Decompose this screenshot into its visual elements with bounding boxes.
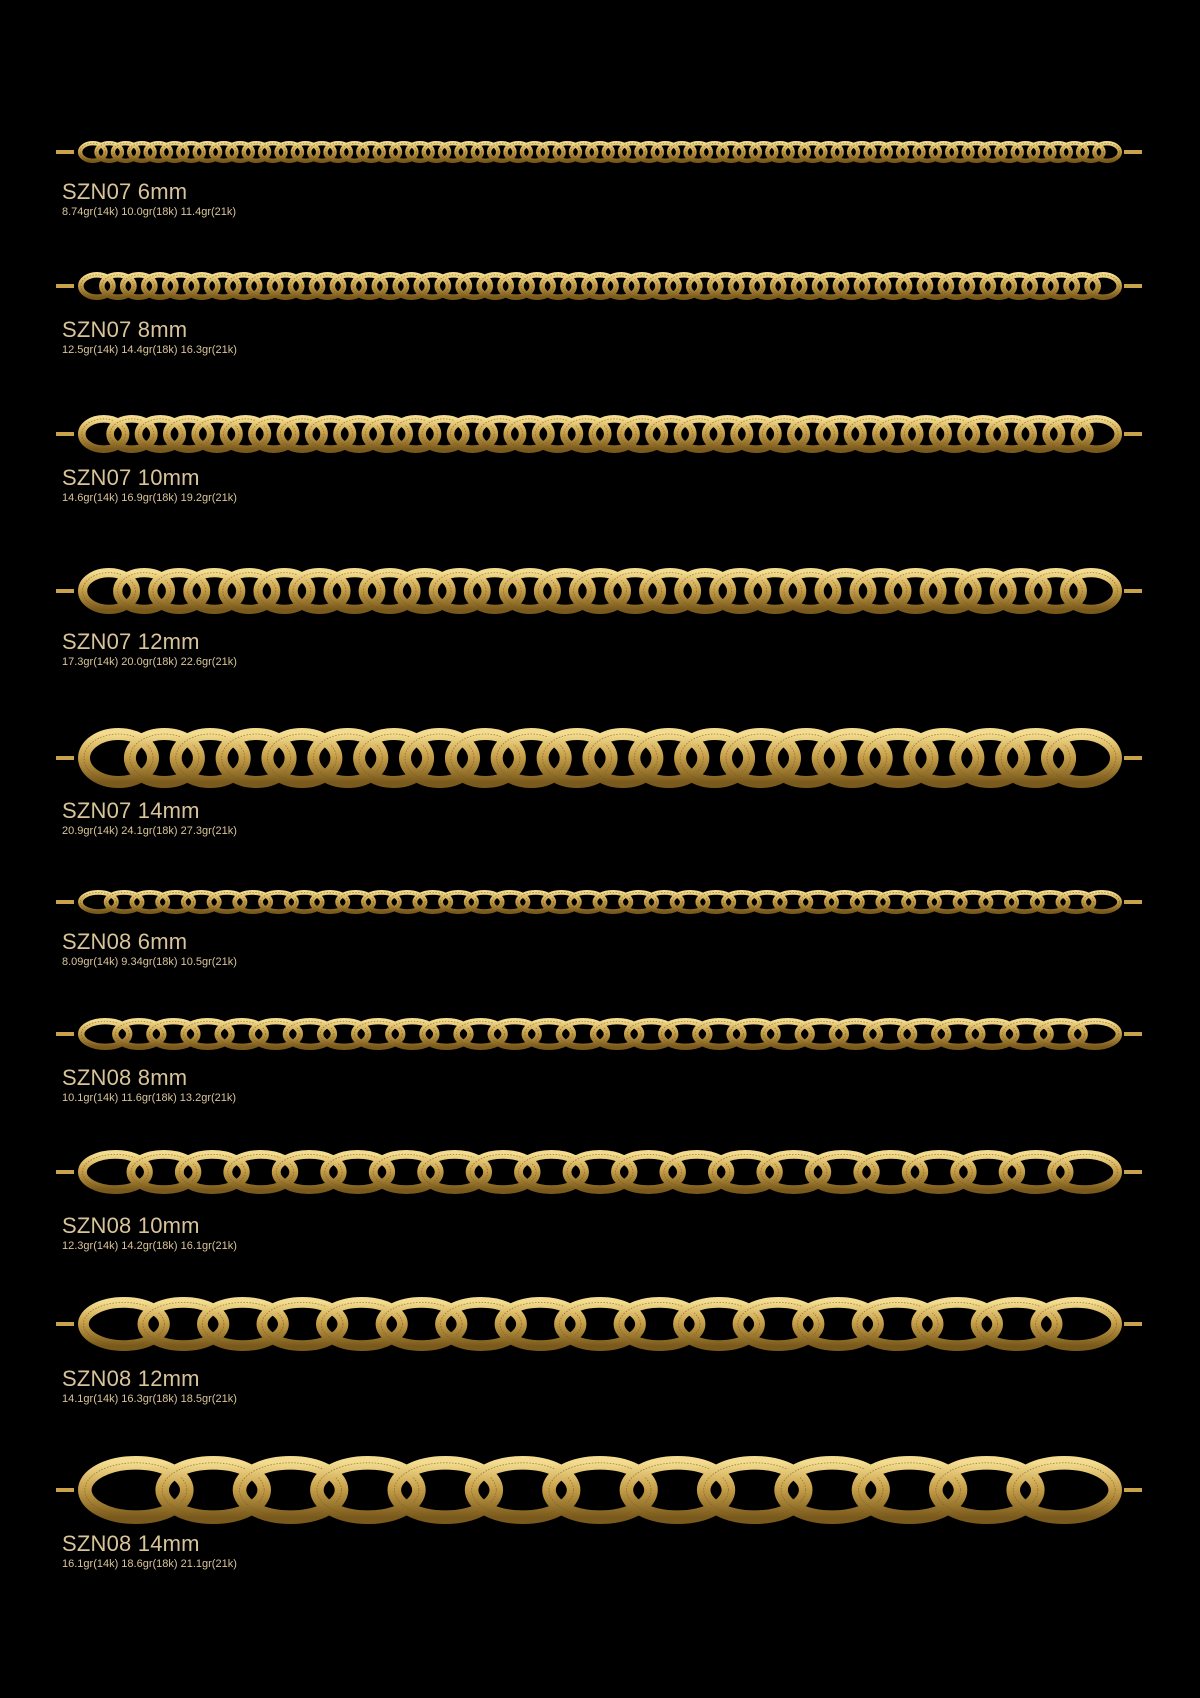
chain-image [0, 1446, 1200, 1534]
chain-image [0, 128, 1200, 176]
clasp-right [1124, 1322, 1142, 1326]
clasp-left [56, 1170, 74, 1174]
product-name: SZN07 6mm [62, 179, 188, 204]
chain-image [0, 260, 1200, 312]
product-name: SZN07 12mm [62, 629, 200, 654]
clasp-left [56, 284, 74, 288]
chain-image [0, 878, 1200, 926]
product-weights: 14.1gr(14k) 16.3gr(18k) 18.5gr(21k) [62, 1393, 237, 1405]
clasp-left [56, 150, 74, 154]
product-weights: 14.6gr(14k) 16.9gr(18k) 19.2gr(21k) [62, 492, 237, 504]
chain-image [0, 404, 1200, 464]
chain-image [0, 1286, 1200, 1362]
chain-image [0, 1006, 1200, 1062]
clasp-left [56, 900, 74, 904]
product-name: SZN08 8mm [62, 1065, 188, 1090]
product-name: SZN08 14mm [62, 1531, 200, 1556]
product-name: SZN08 6mm [62, 929, 188, 954]
product-name: SZN07 10mm [62, 465, 200, 490]
chain-image [0, 559, 1200, 623]
clasp-left [56, 1322, 74, 1326]
clasp-right [1124, 1170, 1142, 1174]
clasp-right [1124, 432, 1142, 436]
clasp-left [56, 1032, 74, 1036]
product-name: SZN08 12mm [62, 1366, 200, 1391]
clasp-left [56, 1488, 74, 1492]
chain-link [1047, 734, 1116, 782]
clasp-right [1124, 589, 1142, 593]
clasp-right [1124, 1488, 1142, 1492]
clasp-right [1124, 150, 1142, 154]
product-weights: 16.1gr(14k) 18.6gr(18k) 21.1gr(21k) [62, 1558, 237, 1570]
product-weights: 8.09gr(14k) 9.34gr(18k) 10.5gr(21k) [62, 956, 237, 968]
product-weights: 20.9gr(14k) 24.1gr(18k) 27.3gr(21k) [62, 825, 237, 837]
clasp-right [1124, 284, 1142, 288]
product-weights: 10.1gr(14k) 11.6gr(18k) 13.2gr(21k) [62, 1092, 237, 1104]
product-name: SZN08 10mm [62, 1213, 200, 1238]
chain-image [0, 1138, 1200, 1206]
product-weights: 12.5gr(14k) 14.4gr(18k) 16.3gr(21k) [62, 344, 237, 356]
clasp-right [1124, 1032, 1142, 1036]
product-name: SZN07 8mm [62, 317, 188, 342]
product-weights: 12.3gr(14k) 14.2gr(18k) 16.1gr(21k) [62, 1240, 237, 1252]
product-weights: 8.74gr(14k) 10.0gr(18k) 11.4gr(21k) [62, 206, 237, 218]
clasp-right [1124, 756, 1142, 760]
clasp-left [56, 589, 74, 593]
product-weights: 17.3gr(14k) 20.0gr(18k) 22.6gr(21k) [62, 656, 237, 668]
chain-image [0, 720, 1200, 796]
clasp-left [56, 432, 74, 436]
clasp-left [56, 756, 74, 760]
product-name: SZN07 14mm [62, 798, 200, 823]
clasp-right [1124, 900, 1142, 904]
